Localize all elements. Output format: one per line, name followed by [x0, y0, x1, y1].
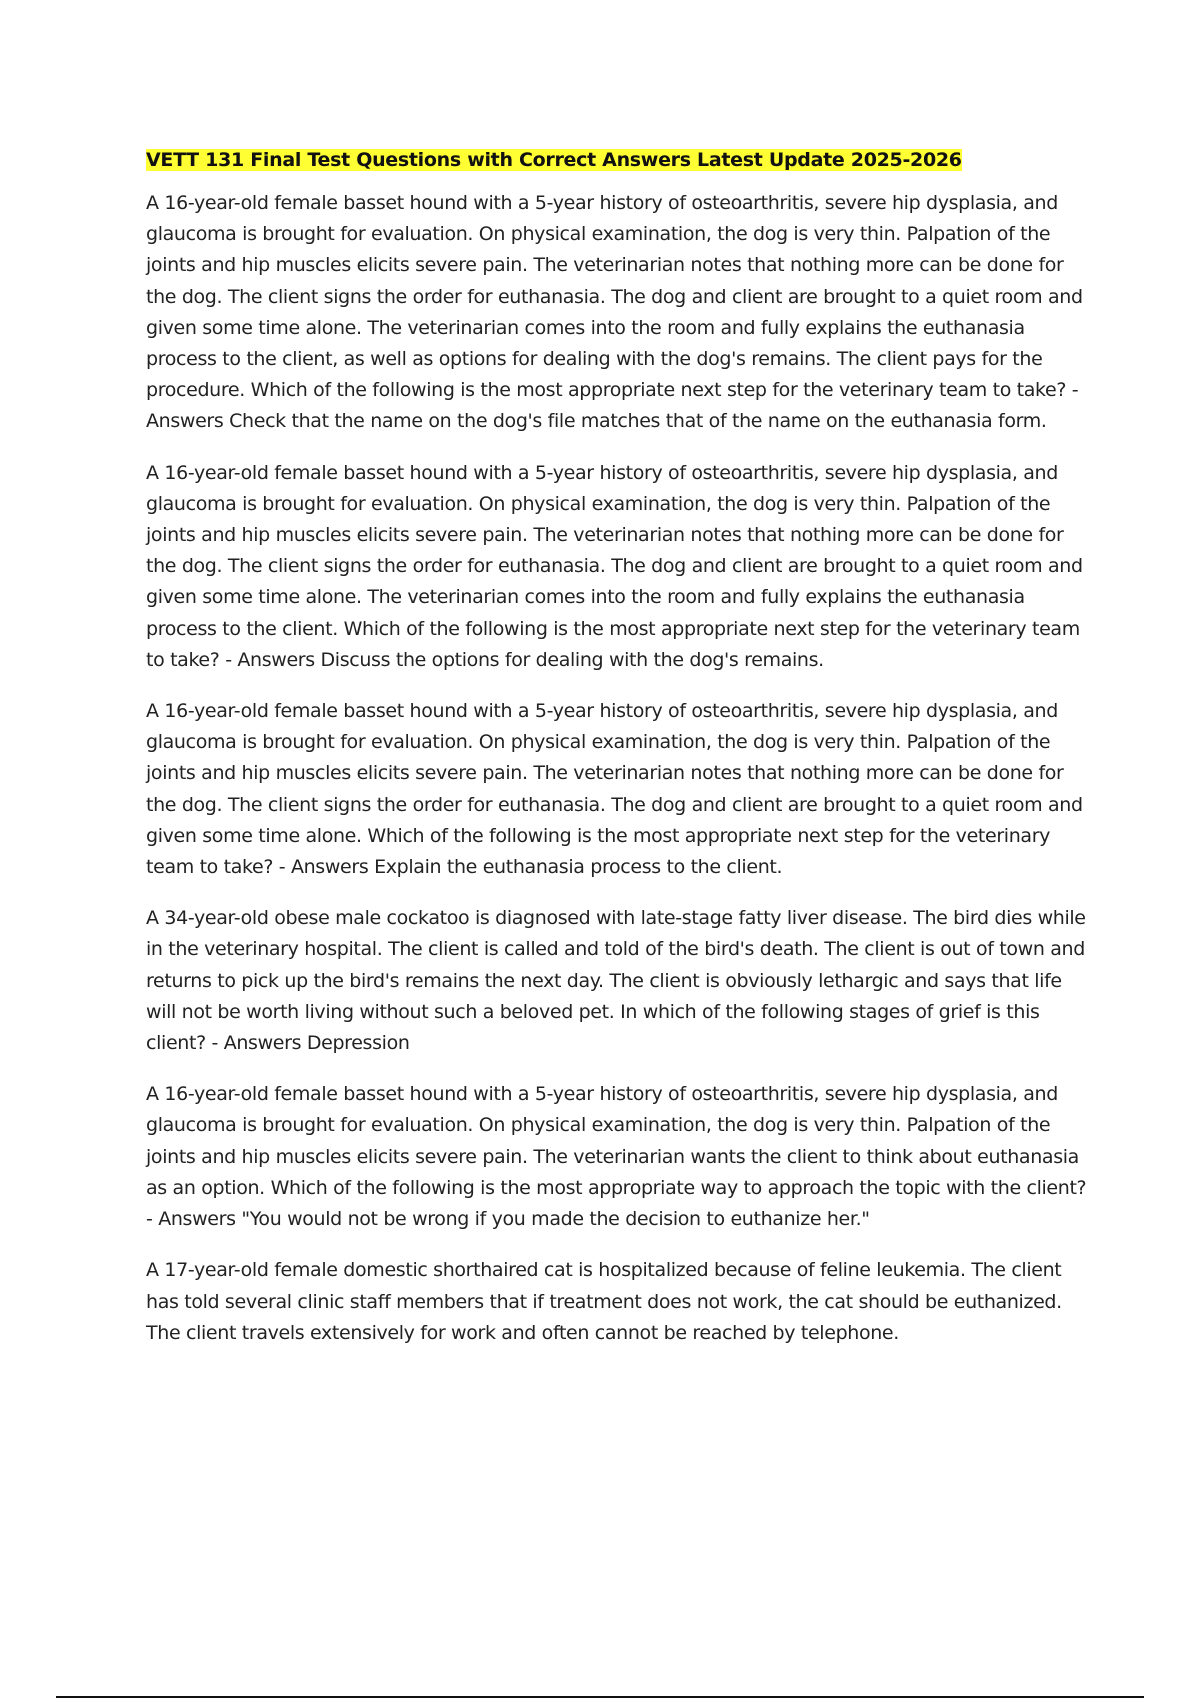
qa-entry-2: A 16-year-old female basset hound with a 5-year history of osteoarthritis, severe hip dysplasia, and glaucoma is brought for evaluation. On physical examination, the dog is very thin. Palpation of the joints and hip muscles elicits severe pain. The veterinarian notes that nothing more can be done for the dog. The client signs the order for euthanasia. The dog and client are brought to a quiet room and given some time alone. The veterinarian comes into the room and fully explains the euthanasia process to the client. Which of the following is the most appropriate next step for the veterinary team to take? - Answers Discuss the options for dealing with the dog's remains. [146, 461, 1083, 671]
qa-entry-3: A 16-year-old female basset hound with a 5-year history of osteoarthritis, severe hip dysplasia, and glaucoma is brought for evaluation. On physical examination, the dog is very thin. Palpation of the joints and hip muscles elicits severe pain. The veterinarian notes that nothing more can be done for the dog. The client signs the order for euthanasia. The dog and client are brought to a quiet room and given some time alone. Which of the following is the most appropriate next step for the veterinary team to take? - Answers Explain the euthanasia process to the client. [146, 700, 1083, 879]
title-line [146, 146, 1096, 174]
qa-entry-6: A 17-year-old female domestic shorthaired cat is hospitalized because of feline leukemia. The client has told several clinic staff members that if treatment does not work, the cat should be euthanized. The client travels extensively for work and often cannot be reached by telephone. [146, 1259, 1062, 1344]
document-body [146, 146, 1096, 1369]
document-title: VETT 131 Final Test Questions with Correct Answers Latest Update 2025-2026 [146, 149, 962, 171]
qa-entry-5: A 16-year-old female basset hound with a 5-year history of osteoarthritis, severe hip dysplasia, and glaucoma is brought for evaluation. On physical examination, the dog is very thin. Palpation of the joints and hip muscles elicits severe pain. The veterinarian wants the client to think about euthanasia as an option. Which of the following is the most appropriate way to approach the topic with the client? - Answers "You would not be wrong if you made the decision to euthanize her." [146, 1083, 1087, 1231]
qa-entry-1: A 16-year-old female basset hound with a 5-year history of osteoarthritis, severe hip dysplasia, and glaucoma is brought for evaluation. On physical examination, the dog is very thin. Palpation of the joints and hip muscles elicits severe pain. The veterinarian notes that nothing more can be done for the dog. The client signs the order for euthanasia. The dog and client are brought to a quiet room and given some time alone. The veterinarian comes into the room and fully explains the euthanasia process to the client, as well as options for dealing with the dog's remains. The client pays for the procedure. Which of the following is the most appropriate next step for the veterinary team to take? - Answers Check that the name on the dog's file matches that of the name on the euthanasia form. [146, 192, 1083, 433]
footer-rule [56, 1696, 1144, 1698]
qa-entry-4: A 34-year-old obese male cockatoo is diagnosed with late-stage fatty liver disease. The bird dies while in the veterinary hospital. The client is called and told of the bird's death. The client is out of town and returns to pick up the bird's remains the next day. The client is obviously lethargic and says that life will not be worth living without such a beloved pet. In which of the following stages of grief is this client? - Answers Depression [146, 907, 1086, 1055]
